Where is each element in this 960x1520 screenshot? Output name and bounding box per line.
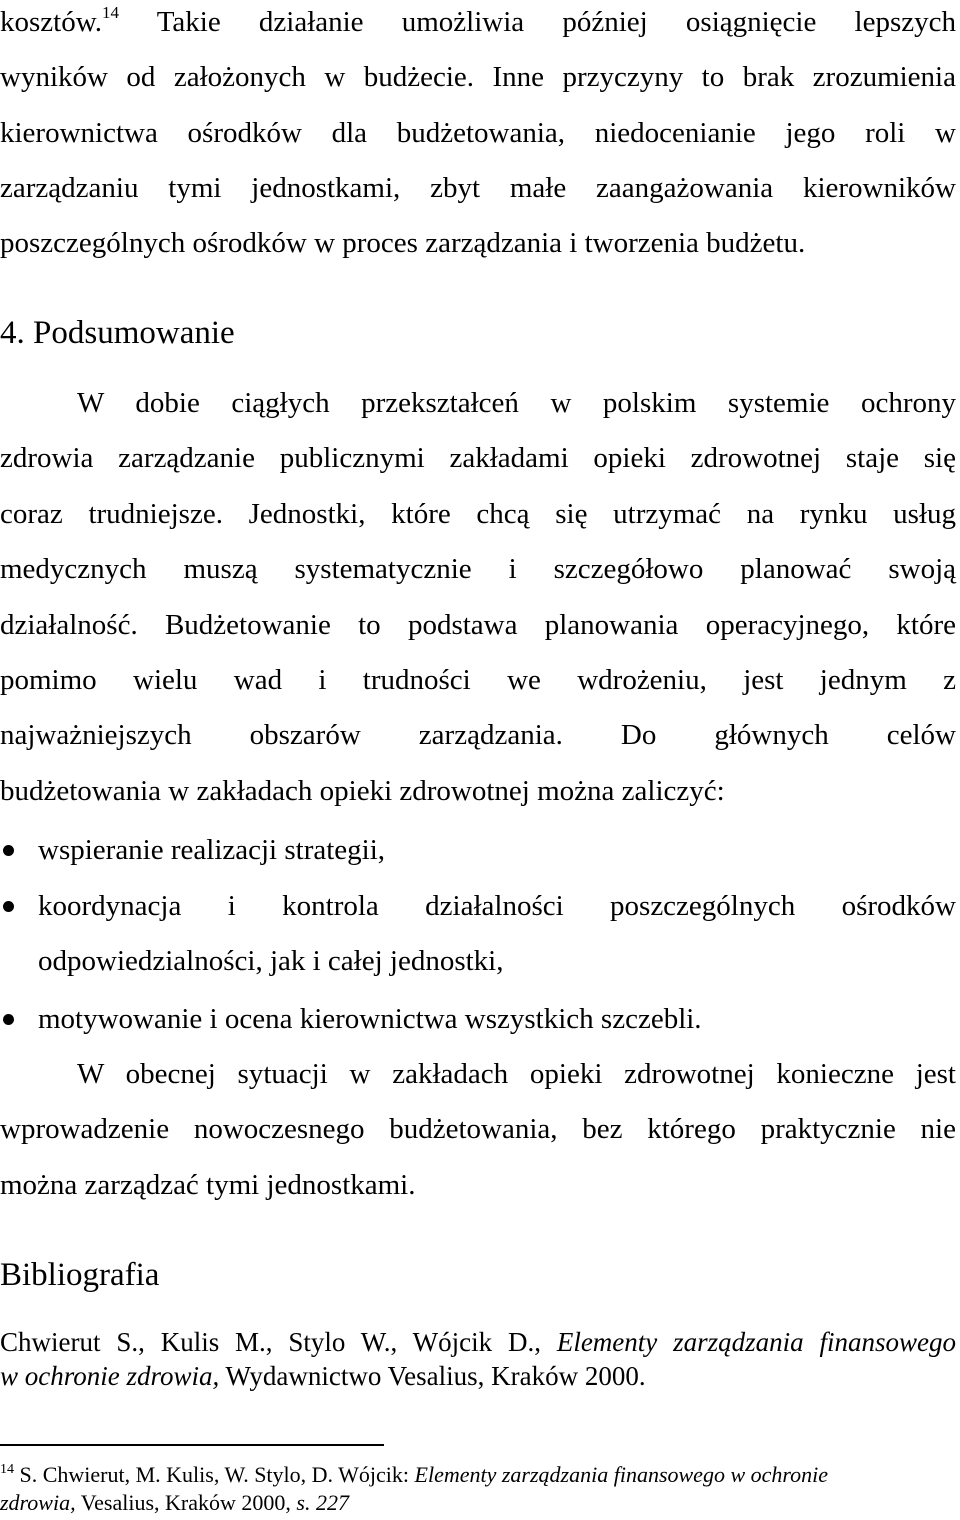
footnote-reference[interactable]: 14 xyxy=(102,3,120,22)
text-span: Takie działanie umożliwia później osiągnięcie lepszych xyxy=(119,6,956,38)
paragraph-line: W dobie ciągłych przekształceń w polskim systemie ochrony xyxy=(77,387,956,419)
paragraph-line xyxy=(0,2,956,46)
paragraph-line: poszczególnych ośrodków w proces zarządzania i tworzenia budżetu. xyxy=(0,227,806,259)
paragraph-line: najważniejszych obszarów zarządzania. Do głównych celów xyxy=(0,719,956,751)
paragraph-line: coraz trudniejsze. Jednostki, które chcą się utrzymać na rynku usług xyxy=(0,498,956,530)
book-title: Elementy zarządzania finansowego xyxy=(556,1327,957,1357)
list-item: koordynacja i kontrola działalności poszczególnych ośrodków xyxy=(38,890,956,922)
paragraph-line: pomimo wielu wad i trudności we wdrożeniu, jest jednym z xyxy=(0,664,956,696)
footnote-number: 14 xyxy=(0,1462,14,1477)
paragraph-line: budżetowania w zakładach opieki zdrowotnej można zaliczyć: xyxy=(0,775,725,807)
paragraph-line: W obecnej sytuacji w zakładach opieki zdrowotnej konieczne jest xyxy=(77,1058,956,1090)
bibliography-entry xyxy=(0,1325,956,1359)
paragraph-line: działalność. Budżetowanie to podstawa planowania operacyjnego, które xyxy=(0,609,956,641)
bibliography-entry-continuation xyxy=(0,1359,956,1393)
bullet-icon xyxy=(3,901,14,912)
section-heading: 4. Podsumowanie xyxy=(0,315,235,351)
paragraph-line: wprowadzenie nowoczesnego budżetowania, bez którego praktycznie nie xyxy=(0,1113,956,1145)
footnote-continuation xyxy=(0,1489,956,1517)
paragraph-line: kierownictwa ośrodków dla budżetowania, niedocenianie jego roli w xyxy=(0,117,956,149)
list-item-continuation: odpowiedzialności, jak i całej jednostki, xyxy=(38,945,504,977)
paragraph-line: zarządzaniu tymi jednostkami, zbyt małe zaangażowania kierowników xyxy=(0,172,956,204)
bullet-icon xyxy=(3,1014,14,1025)
bibliography-heading: Bibliografia xyxy=(0,1257,160,1293)
book-title: zdrowia, xyxy=(0,1490,76,1515)
paragraph-line: można zarządzać tymi jednostkami. xyxy=(0,1169,416,1201)
footnote-separator xyxy=(0,1444,384,1446)
text-span: Wydawnictwo Vesalius, Kraków 2000. xyxy=(219,1361,646,1391)
page-reference: s. 227 xyxy=(296,1490,349,1515)
list-item: wspieranie realizacji strategii, xyxy=(38,834,386,866)
text-span: Vesalius, Kraków 2000, xyxy=(75,1490,297,1515)
text-span: kosztów. xyxy=(0,6,103,38)
paragraph-line: medycznych muszą systematycznie i szczegółowo planować swoją xyxy=(0,553,956,585)
paragraph-line: zdrowia zarządzanie publicznymi zakładami opieki zdrowotnej staje się xyxy=(0,442,956,474)
book-title: Elementy zarządzania finansowego w ochronie xyxy=(414,1462,829,1487)
paragraph-line: wyników od założonych w budżecie. Inne przyczyny to brak zrozumienia xyxy=(0,61,956,93)
book-title: w ochronie zdrowia, xyxy=(0,1361,220,1391)
text-span: S. Chwierut, M. Kulis, W. Stylo, D. Wójcik: xyxy=(14,1462,415,1487)
list-item: motywowanie i ocena kierownictwa wszystkich szczebli. xyxy=(38,1003,702,1035)
text-span: Chwierut S., Kulis M., Stylo W., Wójcik D., xyxy=(0,1327,541,1357)
bullet-icon xyxy=(3,845,14,856)
